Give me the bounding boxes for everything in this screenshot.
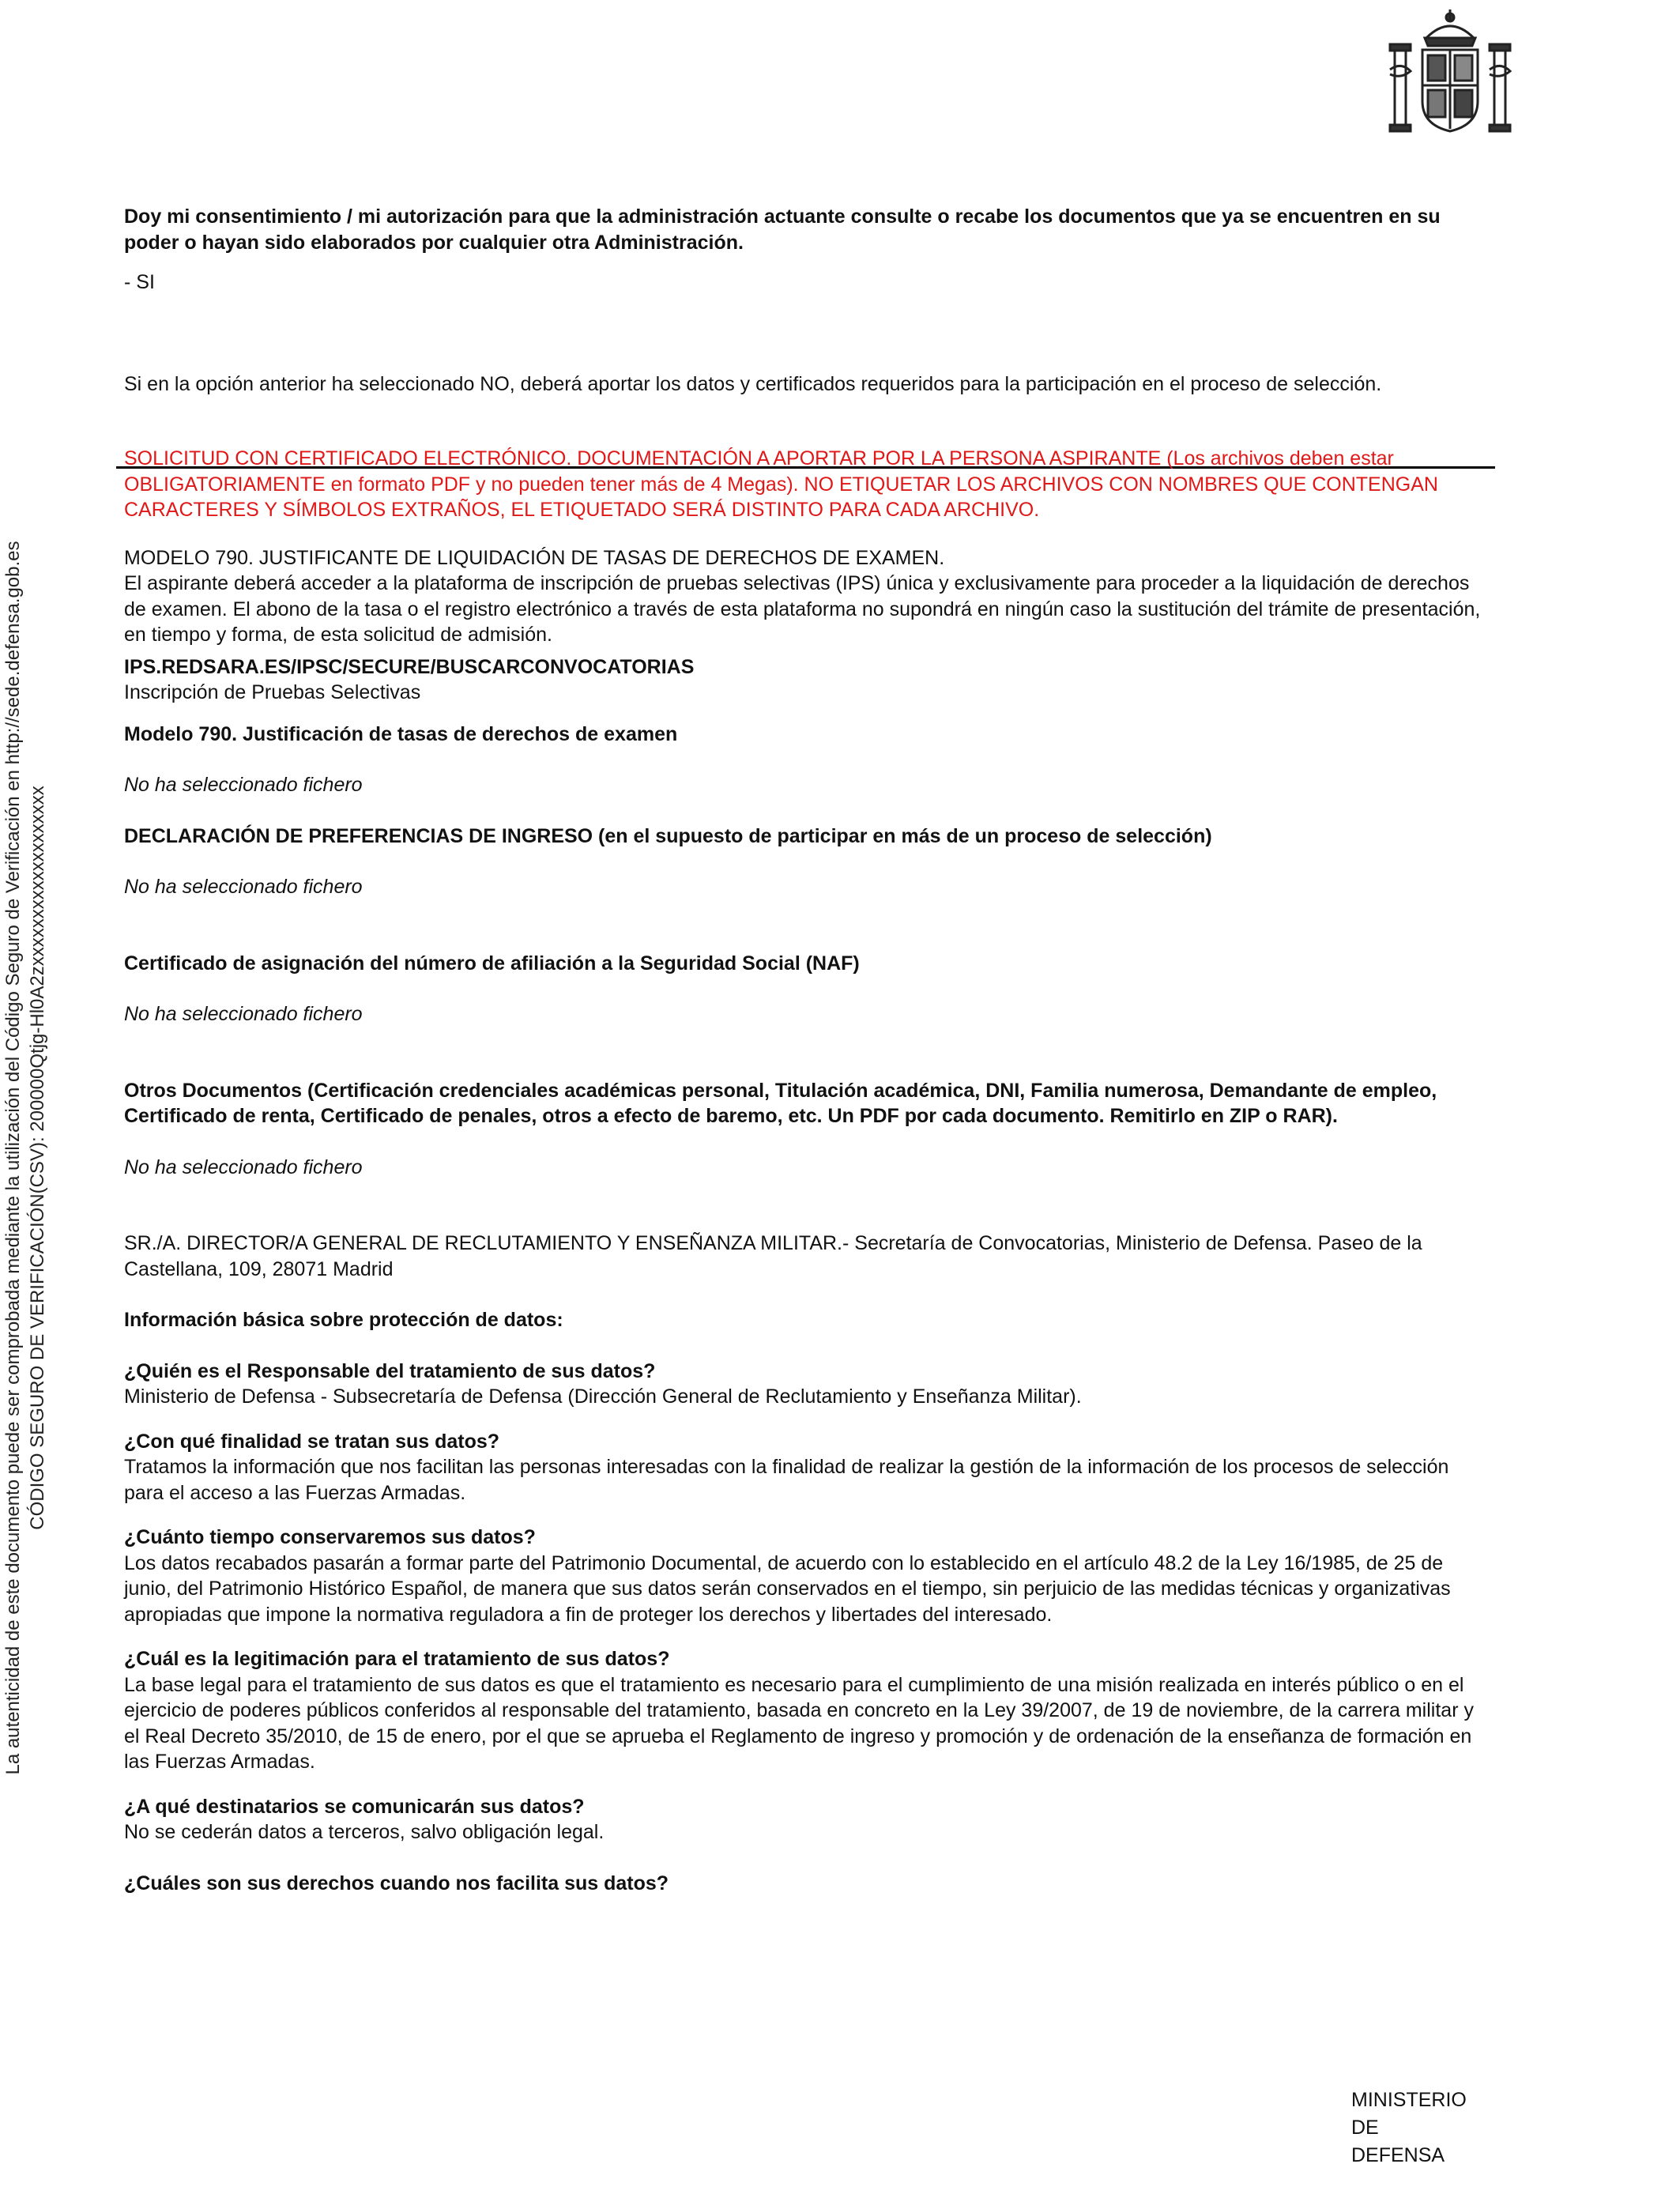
file-label-modelo-790: Modelo 790. Justificación de tasas de derechos de examen [124,722,678,745]
verification-line-2: CÓDIGO SEGURO DE VERIFICACIÓN(CSV): 200000Qtjg-Hl0A2zxxxxxxxxxxxxxxxxxxx [27,786,48,1530]
privacy-answer-destinatarios: No se cederán datos a terceros, salvo obligación legal. [124,1821,605,1843]
footer-ministry [1351,2087,1467,2169]
consent-note: Si en la opción anterior ha seleccionado NO, deberá aportar los datos y certificados requeridos para la participación en el proceso de selección. [124,372,1382,395]
file-label-preferencias: DECLARACIÓN DE PREFERENCIAS DE INGRESO (en el supuesto de participar en más de un proceso de selección) [124,824,1212,847]
privacy-answer-finalidad: Tratamos la información que nos facilitan las personas interesadas con la finalidad de realizar la gestión de la información de los procesos de selección para el acceso a las Fuerzas Armadas. [124,1456,1449,1504]
file-label-otros: Otros Documentos (Certificación credenciales académicas personal, Titulación académica, DNI, Familia numerosa, Demandante de empleo, Certificado de renta, Certificado de penales, otros a efecto de baremo, etc. Un PDF por cada documento. Remitirlo en ZIP o RAR). [124,1079,1437,1127]
file-status-modelo-790: No ha seleccionado fichero [124,774,363,796]
footer-line-3: DEFENSA [1351,2144,1445,2166]
footer-line-1: MINISTERIO [1351,2089,1467,2111]
privacy-question-finalidad: ¿Con qué finalidad se tratan sus datos? [124,1430,500,1453]
file-status-preferencias: No ha seleccionado fichero [124,876,363,898]
coat-of-arms-emblem [1387,6,1513,141]
red-notice: SOLICITUD CON CERTIFICADO ELECTRÓNICO. DOCUMENTACIÓN A APORTAR POR LA PERSONA ASPIRANTE (Los archivos deben estar OBLIGATORIAMENTE en formato PDF y no pueden tener más de 4 Megas). NO ETIQUETAR LOS ARCHIVOS CON NOMBRES QUE CONTENGAN CARACTERES Y SÍMBOLOS EXTRAÑOS, EL ETIQUETADO SERÁ DISTINTO PARA CADA ARCHIVO. [124,447,1438,521]
privacy-question-derechos: ¿Cuáles son sus derechos cuando nos facilita sus datos? [124,1872,669,1894]
privacy-question-responsable: ¿Quién es el Responsable del tratamiento de sus datos? [124,1359,656,1382]
file-status-naf: No ha seleccionado fichero [124,1003,363,1025]
file-status-otros: No ha seleccionado fichero [124,1155,363,1178]
file-label-naf: Certificado de asignación del número de afiliación a la Seguridad Social (NAF) [124,952,860,974]
privacy-answer-legitimacion: La base legal para el tratamiento de sus datos es que el tratamiento es necesario para el cumplimiento de una misión realizada en interés público o en el ejercicio de poderes públicos conferidos al responsable del tratamiento, basada en concreto en la Ley 39/2007, de 19 de noviembre, de la carrera militar y el Real Decreto 35/2010, de 15 de enero, por el que se aprueba el Reglamento de ingreso y promoción y de ordenación de la enseñanza de formación en las Fuerzas Armadas. [124,1673,1474,1773]
footer-line-2: DE [1351,2117,1379,2139]
privacy-answer-responsable: Ministerio de Defensa - Subsecretaría de Defensa (Dirección General de Reclutamiento y Enseñanza Militar). [124,1385,1082,1408]
consent-answer: - SI [124,271,155,293]
verification-line-1: La autenticidad de este documento puede ser comprobada mediante la utilización del Código Seguro de Verificación en http://sede.defensa.gob.es [2,541,24,1775]
privacy-question-legitimacion: ¿Cuál es la legitimación para el tratamiento de sus datos? [124,1648,670,1670]
ips-url-link[interactable]: IPS.REDSARA.ES/IPSC/SECURE/BUSCARCONVOCATORIAS [124,655,695,678]
privacy-answer-conservacion: Los datos recabados pasarán a formar parte del Patrimonio Documental, de acuerdo con lo establecido en el artículo 48.2 de la Ley 16/1985, de 25 de junio, del Patrimonio Histórico Español, de manera que sus datos serán conservados en el tiempo, sin perjuicio de las medidas técnicas y organizativas apropiadas que impone la normativa reguladora a fin de proteger los derechos y libertades del interesado. [124,1551,1451,1626]
document-body [124,204,1487,1896]
ips-url-label: Inscripción de Pruebas Selectivas [124,681,421,703]
privacy-heading: Información básica sobre protección de datos: [124,1309,563,1331]
privacy-question-destinatarios: ¿A qué destinatarios se comunicarán sus datos? [124,1795,585,1818]
privacy-question-conservacion: ¿Cuánto tiempo conservaremos sus datos? [124,1526,536,1548]
addressee: SR./A. DIRECTOR/A GENERAL DE RECLUTAMIENTO Y ENSEÑANZA MILITAR.- Secretaría de Convocatorias, Ministerio de Defensa. Paseo de la Castellana, 109, 28071 Madrid [124,1232,1422,1280]
modelo-body: El aspirante deberá acceder a la plataforma de inscripción de pruebas selectivas (IPS) única y exclusivamente para proceder a la liquidación de derechos de examen. El abono de la tasa o el registro electrónico a través de esta plataforma no supondrá en ningún caso la sustitución del trámite de presentación, en tiempo y forma, de esta solicitud de admisión. [124,572,1481,646]
verification-sidebar [1,348,56,1968]
modelo-title: MODELO 790. JUSTIFICANTE DE LIQUIDACIÓN DE TASAS DE DERECHOS DE EXAMEN. [124,546,945,569]
consent-text: Doy mi consentimiento / mi autorización para que la administración actuante consulte o recabe los documentos que ya se encuentren en su poder o hayan sido elaborados por cualquier otra Administración. [124,205,1441,254]
